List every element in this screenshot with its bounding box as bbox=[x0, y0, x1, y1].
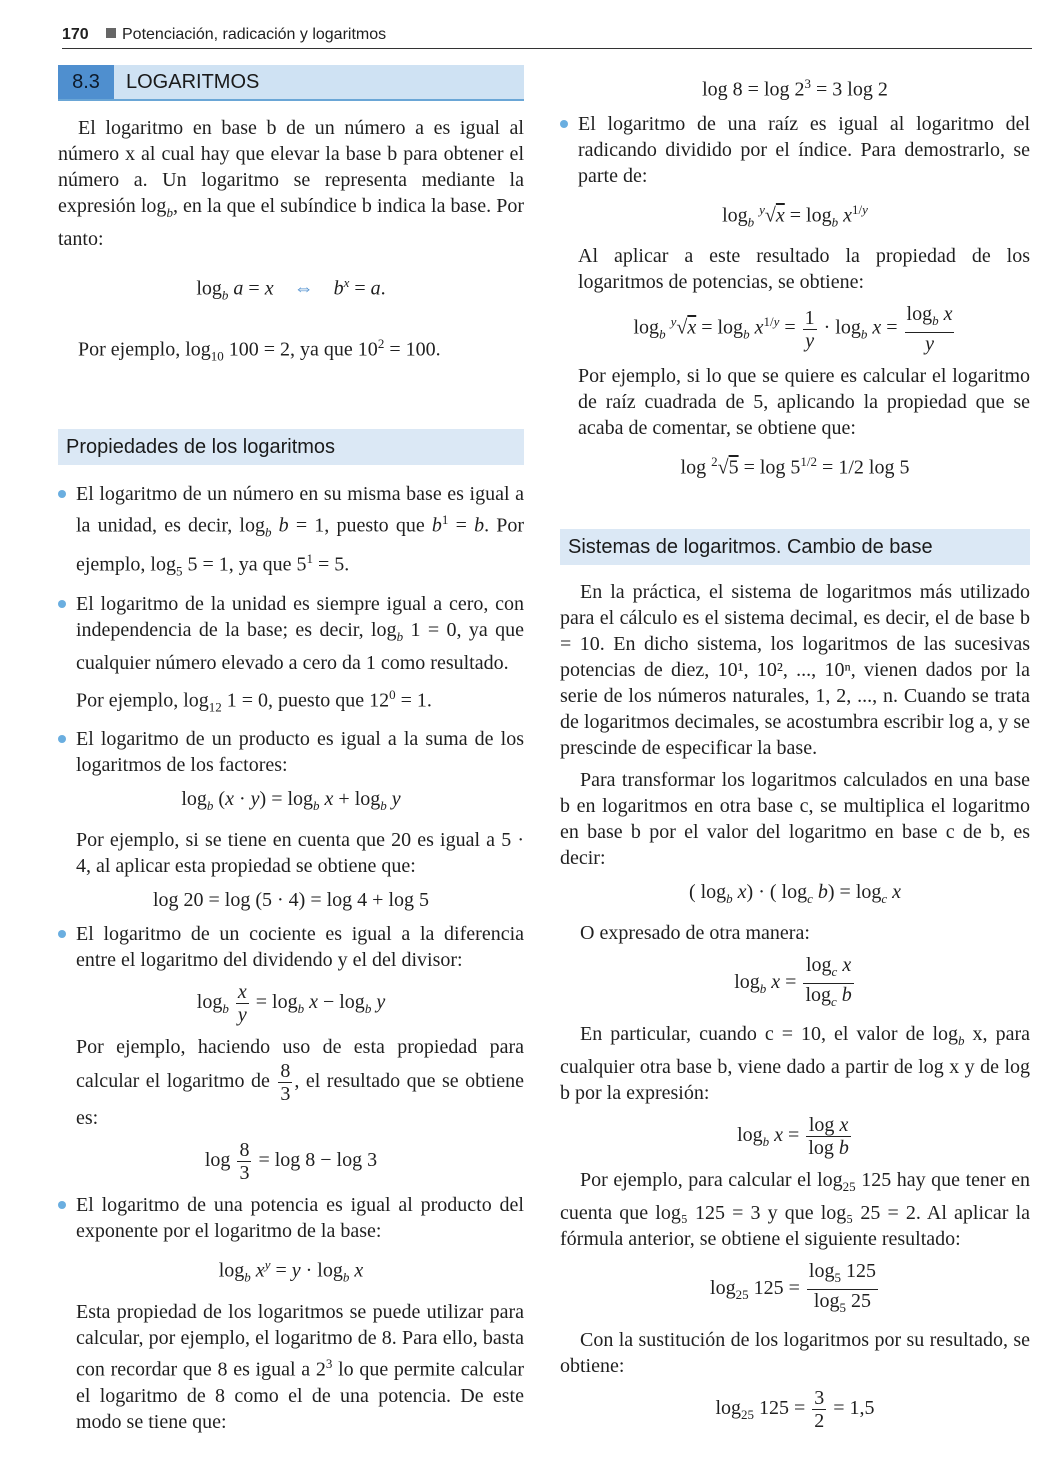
change-base-fraction: $\log_b x$ = $\frac{\log_c x}{\log_c b}$ bbox=[734, 953, 852, 1009]
list-item: El logaritmo de una potencia es igual al producto del exponente por el logaritmo de la base: bbox=[58, 1192, 524, 1244]
example-fraction: $\log_{25} 125$ = $\frac{\log_5 125}{\log_5 25}$ bbox=[710, 1259, 876, 1315]
section-title-bar bbox=[58, 65, 524, 101]
header-title: Potenciación, radicación y logaritmos bbox=[122, 26, 387, 43]
list-item: El logaritmo de la unidad es siempre igual a cero, con independencia de la base; es decir, $\log_b 1 = 0$, ya que cualquier número elevado a cero da 1 como resultado. bbox=[58, 591, 524, 676]
list-item: El logaritmo de un cociente es igual a la diferencia entre el logaritmo del dividendo y el del divisor: bbox=[58, 921, 524, 973]
list-item: El logaritmo de una raíz es igual al logaritmo del radicando dividido por el índice. Para demostrarlo, se parte de: bbox=[560, 111, 1030, 189]
root-example-formula: $\log ^2√5 = \log 5^{1/2} = 1/2$ log 5 bbox=[680, 454, 910, 479]
paragraph: Por ejemplo, para calcular el $\log_{25} 125$ hay que tener en cuenta que log₅ 125 = 3 y que log₅ 25 = 2. Al aplicar la fórmula anterior, se obtiene el siguiente resultado: bbox=[560, 1168, 1030, 1250]
list-item-example: Por ejemplo, si lo que se quiere es calcular el logaritmo de raíz cuadrada de 5, aplicando la propiedad que se acaba de comentar, se obtiene que: bbox=[578, 365, 1030, 440]
section-title: LOGARITMOS bbox=[126, 71, 260, 93]
list-item: El logaritmo de un número en su misma base es igual a la unidad, es decir, $\log_b b = 1$, puesto que $b^1 = b$. Por ejemplo, $\log_5 5 = 1$, ya que $5^1 = 5$. bbox=[58, 481, 524, 584]
change-base-formula: ( $\log_b x$) · ( $\log_c b) = \log_c x$ bbox=[688, 880, 902, 906]
subhead-systems: Sistemas de logaritmos. Cambio de base bbox=[560, 529, 1030, 565]
header-square-icon bbox=[106, 28, 116, 38]
quotient-formula: $\log_b$ $\frac{x}{y}$ = $\log_b x - \log_b y$ bbox=[196, 981, 386, 1027]
example-log10: Por ejemplo, $\log_{10} 100 = 2$, ya que $10^2 = 100$. bbox=[78, 335, 441, 364]
product-formula: $\log_b (x \cdot y) = \log_b x + \log_b y$ bbox=[181, 788, 401, 814]
section-number: 8.3 bbox=[58, 65, 114, 99]
list-item-example: Por ejemplo, haciendo uso de esta propiedad para calcular el logaritmo de $\frac{8}{3}$ , el resultado que se obtiene es: bbox=[76, 1036, 524, 1130]
page-number: 170 bbox=[62, 26, 89, 43]
paragraph: Para transformar los logaritmos calculados en una base b en logaritmos en otra base c, se multiplica el logaritmo en base b por el valor del logaritmo en base c de b, es decir: bbox=[560, 768, 1030, 869]
left-column bbox=[58, 65, 524, 1441]
decimal-base-formula: $\log_b x$ = $\frac{\text{log x}}{\text{log b}}$ bbox=[737, 1113, 849, 1159]
paragraph: Con la sustitución de los logaritmos por su resultado, se obtiene: bbox=[560, 1328, 1030, 1377]
product-example-formula: log 20 = log (5 · 4) = log 4 + log 5 bbox=[152, 889, 430, 912]
list-item-example: Por ejemplo, si se tiene en cuenta que 20 es igual a 5 · 4, al aplicar esta propiedad se obtiene que: bbox=[76, 829, 524, 878]
log8-formula: $\log 8 = \log 2^3 = 3$ log 2 bbox=[702, 76, 888, 101]
paragraph: O expresado de otra manera: bbox=[580, 921, 810, 944]
right-column bbox=[560, 65, 1030, 1440]
intro-paragraph: El logaritmo en base b de un número a es igual al número x al cual hay que elevar la base b para obtener el número a. Un logaritmo se representa mediante la expresión $\log_b$, en la que el subíndice b indica la base. Por tanto: bbox=[58, 117, 524, 250]
paragraph: En la práctica, el sistema de logaritmos más utilizado para el cálculo es el sistema decimal, es decir, el de base b = 10. En dicho sistema, los logaritmos de las sucesivas potencias de diez, 10¹, 10², ..., 10ⁿ, vienen dados por la serie de los números naturales, 1, 2, ..., n. Cuando se trata de logaritmos decimales, se acostumbra escribir log a, y se prescinde de especificar la base. bbox=[560, 580, 1030, 759]
root-formula-2: $\log_b ^y√x = \log_b x^{1/y}$ = $\frac{1}{y}$ · $\log_b x$ = $\frac{\log_b x}{y}$ bbox=[633, 303, 953, 356]
result-formula: $\log_{25} 125$ = $\frac{3}{2}$ = 1,5 bbox=[715, 1386, 875, 1432]
list-item: El logaritmo de un producto es igual a la suma de los logaritmos de los factores: bbox=[58, 726, 524, 778]
list-item-example: Al aplicar a este resultado la propiedad de los logaritmos de potencias, se obtiene: bbox=[578, 245, 1030, 294]
subhead-properties: Propiedades de los logaritmos bbox=[58, 429, 524, 465]
power-formula: $\log_b x^y = y \cdot \log_b x$ bbox=[218, 1257, 364, 1285]
paragraph: En particular, cuando c = 10, el valor de $\log_b x$, para cualquier otra base b, viene dado a partir de log x y de log b por la expresión: bbox=[560, 1022, 1030, 1104]
page-header bbox=[62, 19, 1032, 49]
definition-formula: $\log_b a = x$ ⇔ $b^x = a$. bbox=[196, 275, 386, 303]
list-item-example: Esta propiedad de los logaritmos se puede utilizar para calcular, por ejemplo, el logaritmo de 8. Para ello, basta con recordar que 8 es igual a $2^3$ lo que permite calcular el logaritmo de 8 como el de una potencia. De este modo se tiene que: bbox=[76, 1300, 524, 1433]
root-formula: $\log_b ^y√x = \log_b x^{1/y}$ bbox=[722, 201, 868, 230]
quotient-example-formula: log $\frac{8}{3}$ = log 8 − log 3 bbox=[204, 1139, 378, 1185]
list-item-example: Por ejemplo, $\log_{12} 1 = 0$, puesto que $12^0 = 1$. bbox=[76, 686, 432, 715]
